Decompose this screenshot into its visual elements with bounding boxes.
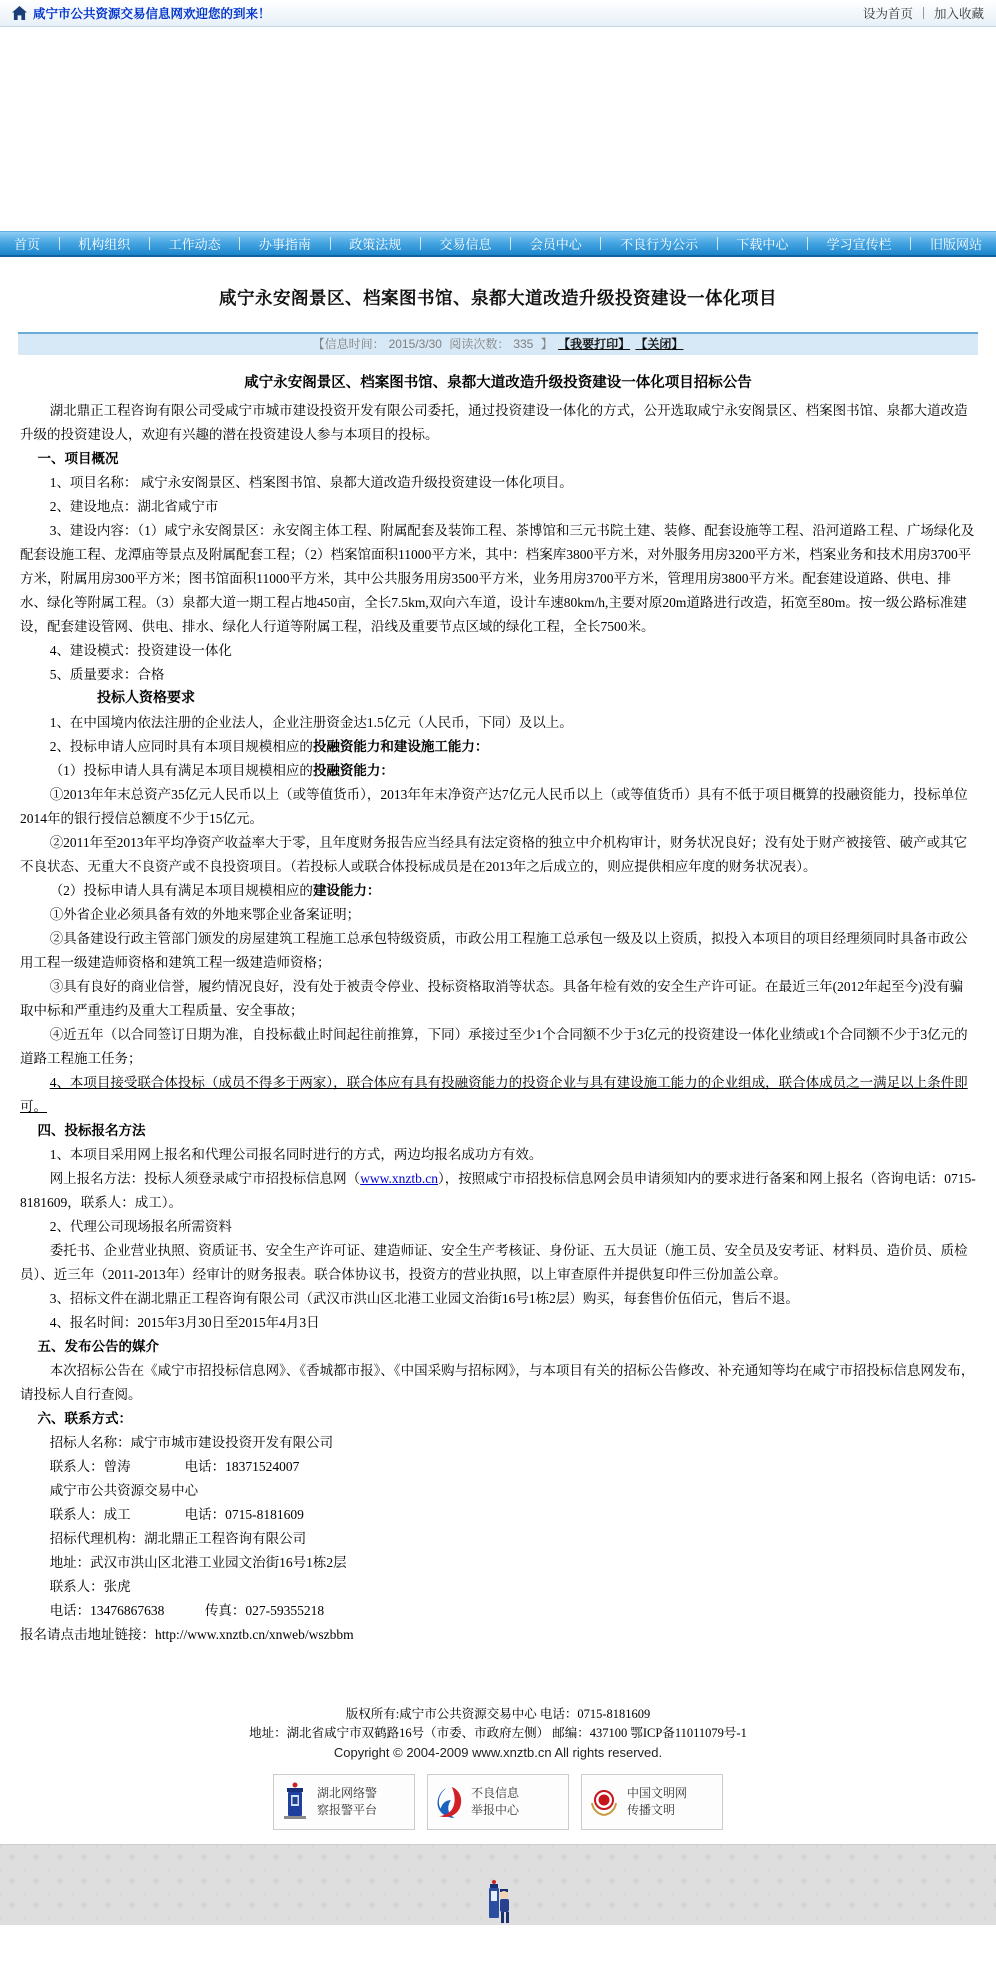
nav-item-member-center[interactable]: 会员中心 (529, 237, 582, 252)
home-icon (12, 6, 27, 20)
nav-item-home[interactable]: 首页 (14, 237, 41, 252)
para-qual-1: 1、在中国境内依法注册的企业法人，企业注册资金达1.5亿元（人民币，下同）及以上。 (49, 715, 573, 730)
contact-person-2: 联系人：成工 电话：0715-8181609 (49, 1507, 304, 1522)
para-build-4: ④近五年（以合同签订日期为准，自投标截止时间起往前推算，下同）承接过至少1个合同额不少于3亿元的投资建设一体化业绩或1个合同额不少于3亿元的道路工程施工任务； (20, 1027, 968, 1066)
badge-line: 察报警平台 (317, 1803, 378, 1817)
badge-line: 不良信息 (471, 1786, 520, 1800)
info-time-value: 2015/3/30 (388, 337, 442, 351)
para-finance-head (20, 759, 976, 783)
para-quality: 5、质量要求：合格 (49, 667, 165, 682)
para-reg-materials: 委托书、企业营业执照、资质证书、安全生产许可证、建造师证、安全生产考核证、身份证、五大员证（施工员、安全员及安考证、材料员、造价员、质检员）、近三年（2011-2013年）经审计的财务报表。联合体协议书，投资方的营业执照，以上审查原件并提供复印件三份加盖公章。 (20, 1243, 968, 1282)
nav-divider (239, 237, 240, 250)
print-button[interactable]: 【我要打印】 (558, 337, 631, 351)
nav-item-organization[interactable]: 机构组织 (78, 237, 131, 252)
section-heading-qualification: 投标人资格要求 (97, 691, 195, 706)
meta-bracket: 】 (540, 337, 553, 351)
article-body (10, 355, 986, 1647)
para-consortium: 4、本项目接受联合体投标（成员不得多于两家），联合体应有具有投融资能力的投资企业与具有建设施工能力的企业组成，联合体成员之一满足以上条件即可。 (20, 1075, 968, 1114)
main-nav (0, 231, 996, 257)
info-time-label: 【信息时间： (312, 337, 385, 351)
para-build-1: ①外省企业必须具备有效的外地来鄂企业备案证明； (49, 907, 361, 922)
close-button[interactable]: 【关闭】 (635, 337, 684, 351)
para-build-mode: 4、建设模式：投资建设一体化 (49, 643, 232, 658)
contact-person-3: 联系人：张虎 (49, 1579, 131, 1594)
para-reg-time: 4、报名时间：2015年3月30日至2015年4月3日 (49, 1315, 320, 1330)
badge-line: 举报中心 (471, 1803, 520, 1817)
para-location: 2、建设地点：湖北省咸宁市 (49, 499, 219, 514)
section-heading-overview: 一、项目概况 (37, 451, 119, 466)
nav-item-old-site[interactable]: 旧版网站 (929, 237, 982, 252)
topbar (0, 0, 996, 27)
para-finance-head-bold: 投融资能力： (312, 763, 394, 778)
para-reg-online-a: 网上报名方法：投标人须登录咸宁市招投标信息网（ (49, 1171, 361, 1186)
para-media: 本次招标公告在《咸宁市招投标信息网》、《香城都市报》、《中国采购与招标网》，与本项目有关的招标公告修改、补充通知等均在咸宁市招投标信息网发布，请投标人自行查阅。 (20, 1363, 975, 1402)
nav-item-work-news[interactable]: 工作动态 (168, 237, 221, 252)
add-favorite-link[interactable]: 加入收藏 (933, 7, 984, 21)
bad-info-report-icon (434, 1784, 464, 1820)
nav-divider (149, 237, 150, 250)
para-project-name: 1、项目名称： 咸宁永安阁景区、档案图书馆、泉都大道改造升级投资建设一体化项目。 (49, 475, 573, 490)
contact-agency: 招标代理机构：湖北鼎正工程咨询有限公司 (49, 1531, 307, 1546)
read-count-label: 阅读次数： (449, 337, 510, 351)
page-title: 咸宁永安阁景区、档案图书馆、泉都大道改造升级投资建设一体化项目 (219, 288, 777, 308)
para-finance-1: ①2013年年末总资产35亿元人民币以上（或等值货币），2013年年末净资产达7亿元人民币以上（或等值货币）具有不低于项目概算的投融资能力，投标单位2014年的银行授信总额度不少于15亿元。 (20, 787, 968, 826)
para-intro: 湖北鼎正工程咨询有限公司受咸宁市城市建设投资开发有限公司委托，通过投资建设一体化的方式，公开选取咸宁永安阁景区、档案图书馆、泉都大道改造升级的投资建设人，欢迎有兴趣的潜在投资建设人参与本项目的投标。 (20, 403, 968, 442)
copyright-line-2: 地址：湖北省咸宁市双鹤路16号（市委、市政府左侧） 邮编：437100 鄂ICP备11011079号-1 (249, 1726, 747, 1740)
nav-item-service-guide[interactable]: 办事指南 (258, 237, 311, 252)
announcement-subtitle: 咸宁永安阁景区、档案图书馆、泉都大道改造升级投资建设一体化项目招标公告 (244, 375, 752, 391)
badge-line: 传播文明 (627, 1803, 676, 1817)
para-build-head (20, 879, 976, 903)
topbar-links (863, 4, 984, 22)
nav-divider (600, 237, 601, 250)
copyright-line-1: 版权所有:咸宁市公共资源交易中心 电话：0715-8181609 (345, 1707, 651, 1721)
para-build-head-text: （2）投标申请人具有满足本项目规模相应的 (49, 883, 313, 898)
china-civilization-icon (588, 1786, 620, 1818)
badge-hubei-cyber-police[interactable] (273, 1774, 415, 1830)
police-mascot-icon[interactable] (480, 1877, 516, 1925)
badge-line: 湖北网络警 (317, 1786, 378, 1800)
topbar-divider (923, 7, 924, 19)
para-build-2: ②具备建设行政主管部门颁发的房屋建筑工程施工总承包特级资质，市政公用工程施工总承包一级及以上资质，拟投入本项目的项目经理须同时具备市政公用工程一级建造师资格和建筑工程一级建造师资格； (20, 931, 968, 970)
para-qual-2 (20, 735, 976, 759)
nav-item-trade-info[interactable]: 交易信息 (439, 237, 492, 252)
badge-bad-info-report[interactable] (427, 1774, 569, 1830)
badge-china-civilization[interactable] (581, 1774, 723, 1830)
section-heading-contact: 六、联系方式： (37, 1411, 133, 1426)
nav-divider (717, 237, 718, 250)
footer-badges (0, 1774, 996, 1830)
xnztb-link[interactable]: www.xnztb.cn (360, 1171, 439, 1186)
para-finance-head-text: （1）投标申请人具有满足本项目规模相应的 (49, 763, 313, 778)
set-home-link[interactable]: 设为首页 (862, 7, 913, 21)
para-qual-2-text: 2、投标申请人应同时具有本项目规模相应的 (49, 739, 313, 754)
nav-divider (510, 237, 511, 250)
para-build-head-bold: 建设能力： (312, 883, 381, 898)
cyber-police-badge-icon (280, 1782, 310, 1822)
topbar-left (12, 4, 271, 22)
article-meta-bar (18, 332, 978, 355)
nav-divider (59, 237, 60, 250)
welcome-text: 咸宁市公共资源交易信息网欢迎您的到来！ (33, 7, 271, 21)
para-reg-2: 2、代理公司现场报名所需资料 (49, 1219, 232, 1234)
para-reg-3: 3、招标文件在湖北鼎正工程咨询有限公司（武汉市洪山区北港工业园文治街16号1栋2层）购买，每套售价伍佰元，售后不退。 (49, 1291, 799, 1306)
para-finance-2: ②2011年至2013年平均净资产收益率大于零，且年度财务报告应当经具有法定资格的独立中介机构审计，财务状况良好；没有处于财产被接管、破产或其它不良状态、无重大不良资产或不良投资项目。（若投标人或联合体投标成员是在2013年之后成立的，则应提供相应年度的财务状况表）。 (20, 835, 968, 874)
banner-placeholder (0, 27, 996, 231)
section-heading-registration: 四、投标报名方法 (37, 1123, 146, 1138)
para-construction-content: 3、建设内容：（1）咸宁永安阁景区：永安阁主体工程、附属配套及装饰工程、茶博馆和三元书院土建、装修、配套设施等工程、沿河道路工程、广场绿化及配套设施工程、龙潭庙等景点及附属配套工程；（2）档案馆面积11000平方米，其中：档案库3800平方米，对外服务用房3200平方米，档案业务和技术用房3700平方米，附属用房300平方米；图书馆面积11000平方米，其中公共服务用房3500平方米，业务用房3700平方米，管理用房3800平方米。配套建设道路、供电、排水、绿化等附属工程。（3）泉都大道一期工程占地450亩，全长7.5km,双向六车道，设计车速80km/h,主要对原20m道路进行改造，拓宽至80m。按一级公路标准建设，配套建设管网、供电、排水、绿化人行道等附属工程，沿线及重要节点区域的绿化工程，全长7500米。 (20, 523, 975, 634)
nav-divider (807, 237, 808, 250)
contact-tenderer: 招标人名称：咸宁市城市建设投资开发有限公司 (49, 1435, 334, 1450)
nav-divider (910, 237, 911, 250)
contact-center: 咸宁市公共资源交易中心 (49, 1483, 199, 1498)
para-reg-1: 1、本项目采用网上报名和代理公司报名同时进行的方式，两边均报名成功方有效。 (49, 1147, 543, 1162)
read-count-value: 335 (513, 337, 534, 351)
contact-person-1: 联系人：曾涛 电话：18371524007 (49, 1459, 300, 1474)
para-reg-online (20, 1167, 976, 1215)
nav-item-policy[interactable]: 政策法规 (349, 237, 402, 252)
footer (0, 1705, 996, 1830)
para-reg-online-b: ），按照咸宁市招投标信息网会员申请须知内的要求进行备案和网上报名（咨询电话：0715-8181609，联系人：成工）。 (20, 1171, 976, 1210)
nav-divider (420, 237, 421, 250)
nav-item-study-column[interactable]: 学习宣传栏 (826, 237, 892, 252)
registration-link-line: 报名请点击地址链接：http://www.xnztb.cn/xnweb/wszbbm (20, 1627, 354, 1642)
para-build-3: ③具有良好的商业信誉，履约情况良好，没有处于被责令停业、投标资格取消等状态。具备年检有效的安全生产许可证。在最近三年(2012年起至今)没有骗取中标和严重违约及重大工程质量、安全事故； (20, 979, 964, 1018)
contact-phone-fax: 电话：13476867638 传真：027-59355218 (49, 1603, 325, 1618)
nav-divider (330, 237, 331, 250)
contact-address: 地址：武汉市洪山区北港工业园文治街16号1栋2层 (49, 1555, 347, 1570)
bottom-strip (0, 1844, 996, 1925)
para-qual-2-bold: 投融资能力和建设施工能力： (312, 739, 489, 754)
nav-item-bad-behavior[interactable]: 不良行为公示 (620, 237, 699, 252)
article (0, 285, 996, 1647)
copyright-line-3: Copyright © 2004-2009 www.xnztb.cn All rights reserved. (333, 1745, 663, 1760)
badge-line: 中国文明网 (627, 1786, 688, 1800)
nav-item-download[interactable]: 下载中心 (736, 237, 789, 252)
section-heading-media: 五、发布公告的媒介 (37, 1339, 160, 1354)
